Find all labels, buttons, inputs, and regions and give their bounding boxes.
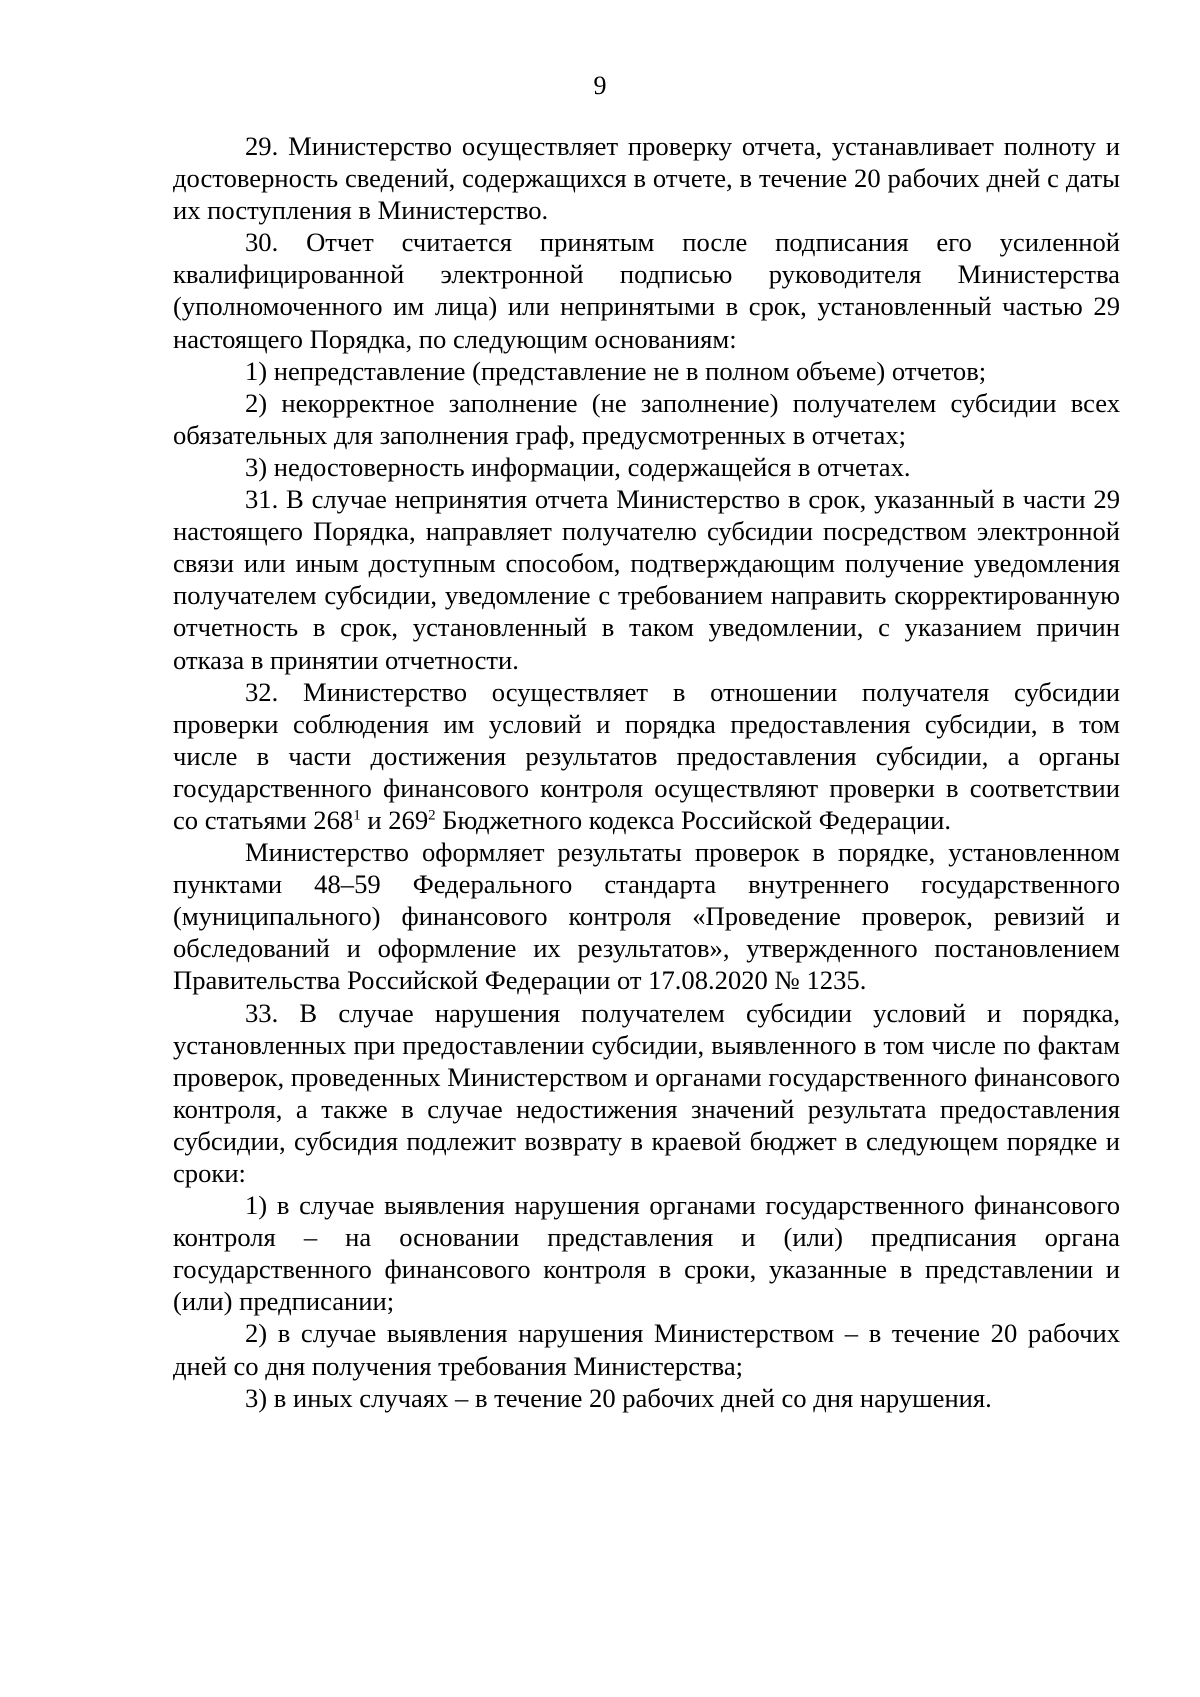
superscript-1: 1	[353, 807, 361, 824]
document-body	[173, 130, 1120, 1414]
paragraph-32-text-3: Бюджетного кодекса Российской Федерации.	[435, 804, 951, 835]
paragraph-32-text-2: и 269	[360, 804, 429, 835]
paragraph-33: 33. В случае нарушения получателем субсидии условий и порядка, установленных при предоставлении субсидии, выявленного в том числе по фактам проверок, проведенных Министерством и органами государственного финансового контроля, а также в случае недостижения значений результата предоставления субсидии, субсидия подлежит возврату в краевой бюджет в следующем порядке и сроки:	[173, 997, 1120, 1188]
paragraph-30-item-2: 2) некорректное заполнение (не заполнение) получателем субсидии всех обязательных для заполнения граф, предусмотренных в отчетах;	[173, 387, 1120, 450]
paragraph-32-results: Министерство оформляет результаты проверок в порядке, установленном пунктами 48–59 Федерального стандарта внутреннего государственного (муниципального) финансового контроля «Проведение проверок, ревизий и обследований и оформление их результатов», утвержденного постановлением Правительства Российской Федерации от 17.08.2020 № 1235.	[173, 837, 1120, 996]
paragraph-31: 31. В случае непринятия отчета Министерство в срок, указанный в части 29 настоящего Порядка, направляет получателю субсидии посредством электронной связи или иным доступным способом, подтверждающим получение уведомления получателем субсидии, уведомление с требованием направить скорректированную отчетность в срок, установленный в таком уведомлении, с указанием причин отказа в принятии отчетности.	[173, 484, 1120, 675]
paragraph-30-item-1: 1) непредставление (представление не в полном объеме) отчетов;	[245, 355, 987, 386]
superscript-2: 2	[428, 807, 436, 824]
paragraph-33-item-3: 3) в иных случаях – в течение 20 рабочих дней со дня нарушения.	[245, 1382, 992, 1413]
paragraph-30: 30. Отчет считается принятым после подписания его усиленной квалифицированной электронной подписью руководителя Министерства (уполномоченного им лица) или непринятыми в срок, установленный частью 29 настоящего Порядка, по следующим основаниям:	[173, 227, 1120, 354]
paragraph-30-item-3: 3) недостоверность информации, содержащейся в отчетах.	[245, 451, 911, 482]
page-number: 9	[593, 71, 607, 100]
paragraph-33-item-1: 1) в случае выявления нарушения органами государственного финансового контроля – на основании представления и (или) предписания органа государственного финансового контроля в сроки, указанные в представлении и (или) предписании;	[173, 1190, 1120, 1317]
paragraph-33-item-2: 2) в случае выявления нарушения Министерством – в течение 20 рабочих дней со дня получения требования Министерства;	[173, 1318, 1120, 1381]
paragraph-29: 29. Министерство осуществляет проверку отчета, устанавливает полноту и достоверность сведений, содержащихся в отчете, в течение 20 рабочих дней с даты их поступления в Министерство.	[173, 131, 1120, 226]
paragraph-32	[173, 676, 1120, 836]
paragraph-32-text-1: 32. Министерство осуществляет в отношении получателя субсидии проверки соблюдения им условий и порядка предоставления субсидии, в том числе в части достижения результатов предоставления субсидии, а органы государственного финансового контроля осуществляют проверки в соответствии со статьями 268	[173, 676, 1120, 835]
